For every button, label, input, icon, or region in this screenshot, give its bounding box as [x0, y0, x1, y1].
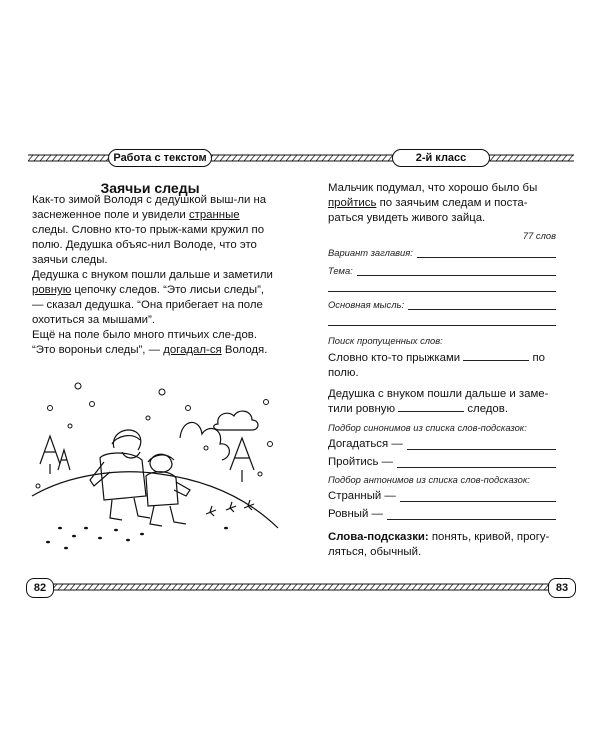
hint-words: [328, 530, 556, 560]
theme-row: [328, 264, 556, 278]
footer-rule: [28, 583, 574, 591]
synonym-row: [328, 455, 556, 470]
missing-words-label: Поиск пропущенных слов:: [328, 335, 443, 346]
story-title: Заячьи следы: [100, 180, 200, 196]
story-paragraph: Дедушка с внуком пошли дальше и заметили ровную цепочку следов. “Это лисьи следы”, — сказал дедушка. “Она прибегает на поле охотиться за мышами”.: [32, 269, 273, 326]
hints-label: Слова-подсказки:: [328, 531, 429, 543]
antonym-word: Ровный —: [328, 508, 383, 520]
title-variant-label: Вариант заглавия:: [328, 247, 413, 258]
story-paragraph: Как-то зимой Володя с дедушкой выш-ли на заснеженное поле и увидели странные следы. Словно кто-то прыж-ками кружил по полю. Дедушка объяс-нил Володе, что это заячьи следы.: [32, 194, 267, 266]
underlined-word: ровную: [32, 284, 72, 296]
antonyms-label: Подбор антонимов из списка слов-подсказок:: [328, 474, 530, 485]
answer-blank[interactable]: [463, 351, 529, 361]
answer-line[interactable]: [400, 491, 556, 502]
main-idea-row: [328, 298, 556, 312]
answer-line[interactable]: [387, 509, 556, 520]
fill-sentence-1: Словно кто-то прыжками по полю.: [328, 352, 546, 379]
hints-text: понять, кривой, прогу-ляться, обычный.: [328, 531, 550, 558]
answer-line[interactable]: [417, 247, 556, 258]
winter-illustration: [30, 378, 280, 556]
page-number-left: 82: [26, 578, 54, 598]
answer-line[interactable]: [357, 265, 556, 276]
title-variant-row: [328, 246, 556, 260]
synonym-word: Догадаться —: [328, 438, 403, 450]
story-text: [32, 193, 275, 358]
word-count: 77 слов: [522, 230, 556, 241]
page-number-right: 83: [548, 578, 576, 598]
grade-label-right: 2-й класс: [392, 149, 490, 167]
antonym-row: [328, 489, 556, 504]
synonym-row: [328, 437, 556, 452]
answer-line[interactable]: [397, 457, 556, 468]
underlined-word: странные: [188, 209, 240, 221]
answer-line[interactable]: [407, 439, 556, 450]
answer-line[interactable]: [328, 312, 556, 326]
underlined-word: догадал-ся: [163, 344, 222, 356]
answer-blank[interactable]: [398, 402, 464, 412]
section-label-left: Работа с текстом: [108, 149, 212, 167]
synonym-word: Пройтись —: [328, 456, 393, 468]
antonym-row: [328, 507, 556, 522]
antonym-word: Странный —: [328, 490, 396, 502]
exercise-column: [328, 181, 556, 560]
story-paragraph: Ещё на поле было много птичьих сле-дов. “Это вороньи следы”, — догадал-ся Володя.: [32, 329, 268, 356]
theme-label: Тема:: [328, 265, 353, 276]
fill-sentence-2: Дедушка с внуком пошли дальше и заме-тили ровную следов.: [328, 388, 549, 415]
synonyms-label: Подбор синонимов из списка слов-подсказок:: [328, 422, 527, 433]
main-idea-label: Основная мысль:: [328, 299, 405, 310]
story-ending: Мальчик подумал, что хорошо было бы пройтись по заячьим следам и поста-раться увидеть живого зайца.: [328, 182, 538, 224]
answer-line[interactable]: [328, 278, 556, 292]
answer-line[interactable]: [408, 299, 556, 310]
underlined-word: пройтись: [328, 197, 377, 209]
